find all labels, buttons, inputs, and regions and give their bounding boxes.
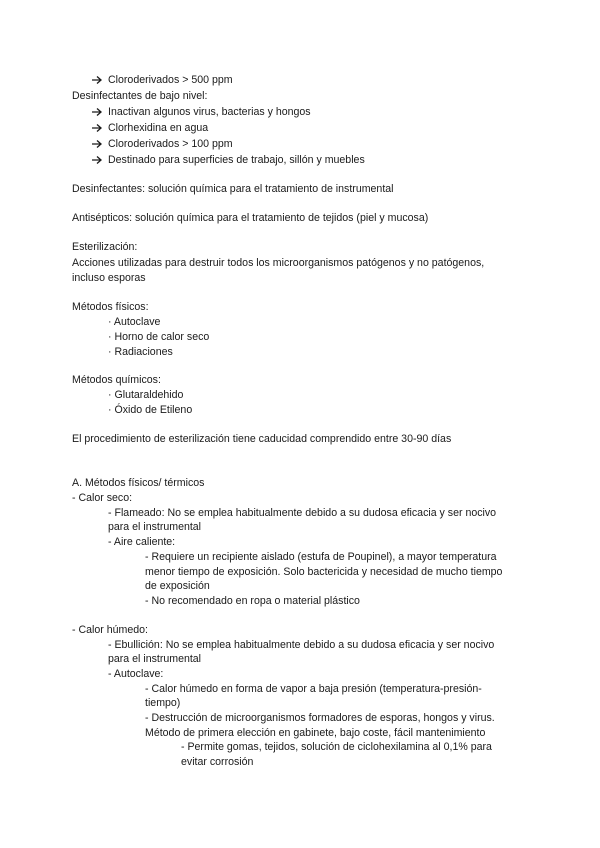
right-arrow-icon <box>91 74 105 87</box>
right-arrow-icon <box>91 154 105 167</box>
bullet-text: Cloroderivados > 100 ppm <box>108 138 233 150</box>
list-item: tiempo) <box>145 697 181 709</box>
section-heading: Esterilización: <box>72 241 138 253</box>
list-item: - Flameado: No se emplea habitualmente debido a su dudosa eficacia y ser nocivo <box>108 507 497 519</box>
section-heading: A. Métodos físicos/ térmicos <box>72 477 205 489</box>
bullet-text: Destinado para superficies de trabajo, sillón y muebles <box>108 154 365 166</box>
list-item: - Autoclave: <box>108 668 164 680</box>
list-item: de exposición <box>145 580 210 592</box>
section-heading: Métodos físicos: <box>72 301 149 313</box>
paragraph: El procedimiento de esterilización tiene caducidad comprendido entre 30-90 días <box>72 433 452 445</box>
list-item: - No recomendado en ropa o material plástico <box>145 595 360 607</box>
paragraph: Acciones utilizadas para destruir todos los microorganismos patógenos y no patógenos, <box>72 257 485 269</box>
list-item: menor tiempo de exposición. Solo bactericida y necesidad de mucho tiempo <box>145 566 503 578</box>
list-item: - Requiere un recipiente aislado (estufa de Poupinel), a mayor temperatura <box>145 551 497 563</box>
paragraph: incluso esporas <box>72 272 146 284</box>
subsection-heading: - Calor seco: <box>72 492 133 504</box>
bullet-text: Cloroderivados > 500 ppm <box>108 74 233 86</box>
bullet-text: Inactivan algunos virus, bacterias y hongos <box>108 106 311 118</box>
right-arrow-icon <box>91 106 105 119</box>
list-item: · Óxido de Etileno <box>108 404 193 416</box>
list-item: - Ebullición: No se emplea habitualmente debido a su dudosa eficacia y ser nocivo <box>108 639 495 651</box>
list-item: · Horno de calor seco <box>108 331 210 343</box>
list-item: · Autoclave <box>108 316 161 328</box>
paragraph: Antisépticos: solución química para el tratamiento de tejidos (piel y mucosa) <box>72 212 429 224</box>
list-item: evitar corrosión <box>181 756 254 768</box>
paragraph: Desinfectantes: solución química para el tratamiento de instrumental <box>72 183 394 195</box>
list-item: - Permite gomas, tejidos, solución de ciclohexilamina al 0,1% para <box>181 741 492 753</box>
list-item: para el instrumental <box>108 653 202 665</box>
list-item: - Destrucción de microorganismos formadores de esporas, hongos y virus. <box>145 712 495 724</box>
list-item: para el instrumental <box>108 521 202 533</box>
section-heading: Desinfectantes de bajo nivel: <box>72 90 208 102</box>
list-item: - Calor húmedo en forma de vapor a baja presión (temperatura-presión- <box>145 683 482 695</box>
subsection-heading: - Calor húmedo: <box>72 624 148 636</box>
list-item: - Aire caliente: <box>108 536 176 548</box>
bullet-text: Clorhexidina en agua <box>108 122 209 134</box>
right-arrow-icon <box>91 138 105 151</box>
list-item: · Glutaraldehido <box>108 389 184 401</box>
list-item: · Radiaciones <box>108 346 173 358</box>
right-arrow-icon <box>91 122 105 135</box>
list-item: Método de primera elección en gabinete, bajo coste, fácil mantenimiento <box>145 727 486 739</box>
section-heading: Métodos químicos: <box>72 374 161 386</box>
